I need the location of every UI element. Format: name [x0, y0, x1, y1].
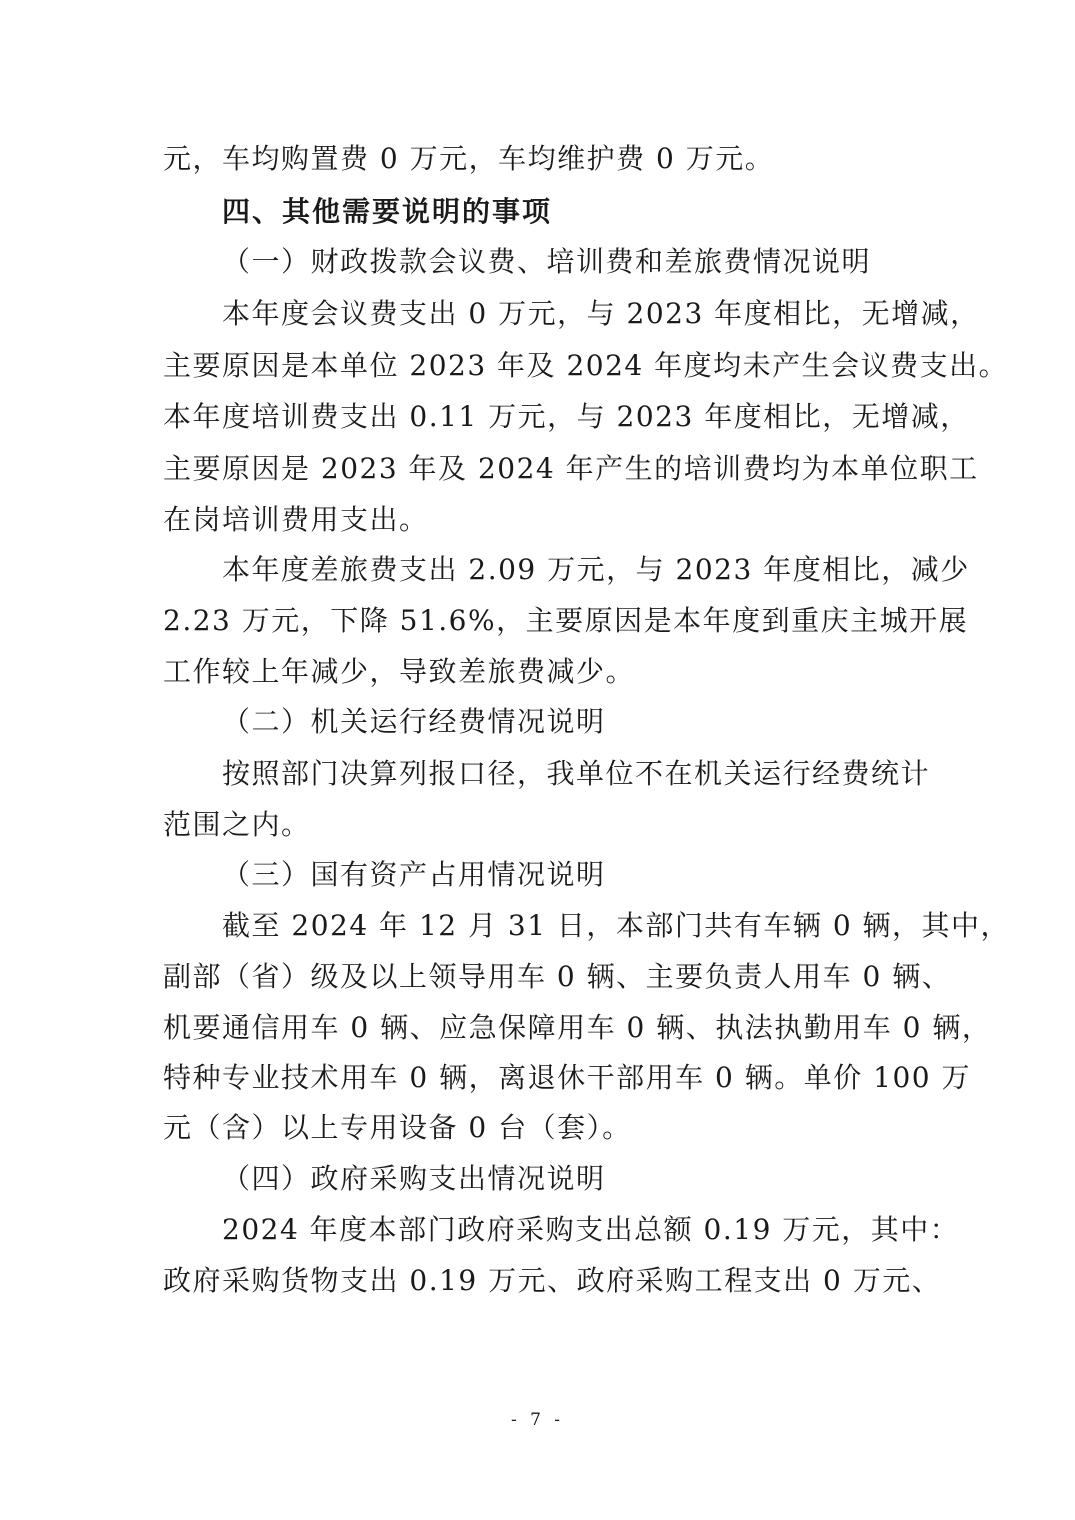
- paragraph-line: 主要原因是 2023 年及 2024 年产生的培训费均为本单位职工: [163, 452, 979, 485]
- paragraph-line: 2024 年度本部门政府采购支出总额 0.19 万元，其中：: [222, 1213, 960, 1246]
- paragraph-line: 本年度培训费支出 0.11 万元，与 2023 年度相比，无增减，: [163, 400, 970, 433]
- paragraph-line: 本年度差旅费支出 2.09 万元，与 2023 年度相比，减少: [222, 553, 970, 586]
- paragraph-line: 机要通信用车 0 辆、应急保障用车 0 辆、执法执勤用车 0 辆，: [163, 1011, 992, 1044]
- page-number: - 7 -: [510, 1410, 565, 1430]
- paragraph-line: 2.23 万元，下降 51.6%，主要原因是本年度到重庆主城开展: [163, 604, 969, 637]
- subsection-heading: （四）政府采购支出情况说明: [222, 1162, 606, 1195]
- paragraph-line: 在岗培训费用支出。: [163, 503, 429, 536]
- paragraph-line: 元（含）以上专用设备 0 台（套）。: [163, 1111, 632, 1144]
- subsection-heading: （一）财政拨款会议费、培训费和差旅费情况说明: [222, 245, 872, 278]
- section-heading: 四、其他需要说明的事项: [222, 195, 553, 228]
- paragraph-line: 按照部门决算列报口径，我单位不在机关运行经费统计: [222, 757, 931, 790]
- paragraph-line: 副部（省）级及以上领导用车 0 辆、主要负责人用车 0 辆、: [163, 960, 952, 993]
- paragraph-line: 政府采购货物支出 0.19 万元、政府采购工程支出 0 万元、: [163, 1264, 942, 1297]
- paragraph-line: 范围之内。: [163, 808, 311, 841]
- paragraph-line: 主要原因是本单位 2023 年及 2024 年度均未产生会议费支出。: [163, 349, 1009, 382]
- subsection-heading: （三）国有资产占用情况说明: [222, 858, 606, 891]
- paragraph-line: 本年度会议费支出 0 万元，与 2023 年度相比，无增减，: [222, 297, 980, 330]
- paragraph-line: 特种专业技术用车 0 辆，离退休干部用车 0 辆。单价 100 万: [163, 1061, 971, 1094]
- subsection-heading: （二）机关运行经费情况说明: [222, 705, 606, 738]
- paragraph-line: 截至 2024 年 12 月 31 日，本部门共有车辆 0 辆，其中，: [222, 909, 1011, 942]
- paragraph-line: 元，车均购置费 0 万元，车均维护费 0 万元。: [163, 142, 775, 175]
- paragraph-line: 工作较上年减少，导致差旅费减少。: [163, 655, 636, 688]
